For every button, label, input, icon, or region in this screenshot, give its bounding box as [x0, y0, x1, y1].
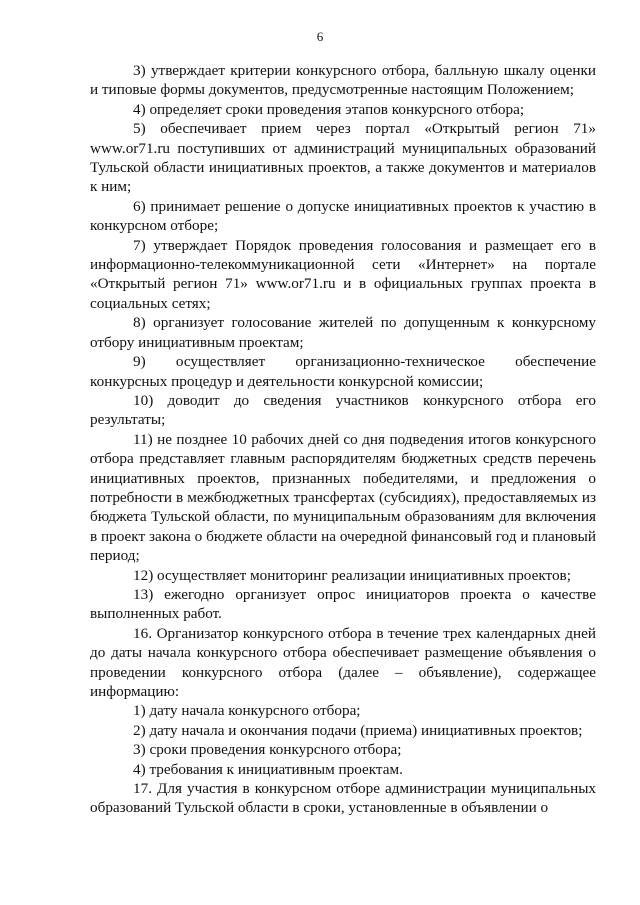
paragraph-item-10: 10) доводит до сведения участников конкурсного отбора его результаты;	[90, 391, 596, 429]
document-body	[90, 61, 596, 818]
paragraph-item-12: 12) осуществляет мониторинг реализации инициативных проектов;	[133, 566, 571, 584]
section-16-item-3: 3) сроки проведения конкурсного отбора;	[133, 741, 402, 759]
paragraph-item-4: 4) определяет сроки проведения этапов конкурсного отбора;	[133, 100, 525, 118]
paragraph-item-9: 9) осуществляет организационно-техническое обеспечение конкурсных процедур и деятельности конкурсной комиссии;	[90, 353, 596, 390]
paragraph-item-7: 7) утверждает Порядок проведения голосования и размещает его в информационно-телекоммуникационной сети «Интернет» на портале «Открытый регион 71» www.or71.ru и в официальных группах проекта в социальных сетях;	[90, 236, 596, 312]
paragraph-item-3: 3) утверждает критерии конкурсного отбора, балльную шкалу оценки и типовые формы документов, предусмотренные настоящим Положением;	[90, 62, 596, 99]
page-number: 6	[316, 29, 324, 44]
section-16-item-4: 4) требования к инициативным проектам.	[133, 760, 403, 778]
section-16-item-2: 2) дату начала и окончания подачи (приема) инициативных проектов;	[133, 721, 583, 739]
section-16-item-1: 1) дату начала конкурсного отбора;	[133, 702, 361, 720]
paragraph-item-13: 13) ежегодно организует опрос инициаторов проекта о качестве выполненных работ.	[90, 585, 596, 623]
section-17: 17. Для участия в конкурсном отборе администрации муниципальных образований Тульской области в сроки, установленные в объявлении о	[90, 780, 596, 817]
paragraph-item-5: 5) обеспечивает прием через портал «Открытый регион 71» www.or71.ru поступивших от администраций муниципальных образований Тульской области инициативных проектов, а также документов и материалов к ним;	[90, 120, 596, 196]
paragraph-item-8: 8) организует голосование жителей по допущенным к конкурсному отбору инициативным проектам;	[90, 314, 596, 351]
section-16: 16. Организатор конкурсного отбора в течение трех календарных дней до даты начала конкурсного отбора обеспечивает размещение объявления о проведении конкурсного отбора (далее – объявление), содержащее информацию:	[90, 624, 596, 700]
paragraph-item-11: 11) не позднее 10 рабочих дней со дня подведения итогов конкурсного отбора представляет главным распорядителям бюджетных средств перечень инициативных проектов, признанных победителями, и предложения о потребности в межбюджетных трансфертах (субсидиях), предоставляемых из бюджета Тульской области, по муниципальным образованиям для включения в проект закона о бюджете области на очередной финансовый год и плановый период;	[90, 430, 596, 565]
paragraph-item-6: 6) принимает решение о допуске инициативных проектов к участию в конкурсном отборе;	[90, 197, 596, 235]
